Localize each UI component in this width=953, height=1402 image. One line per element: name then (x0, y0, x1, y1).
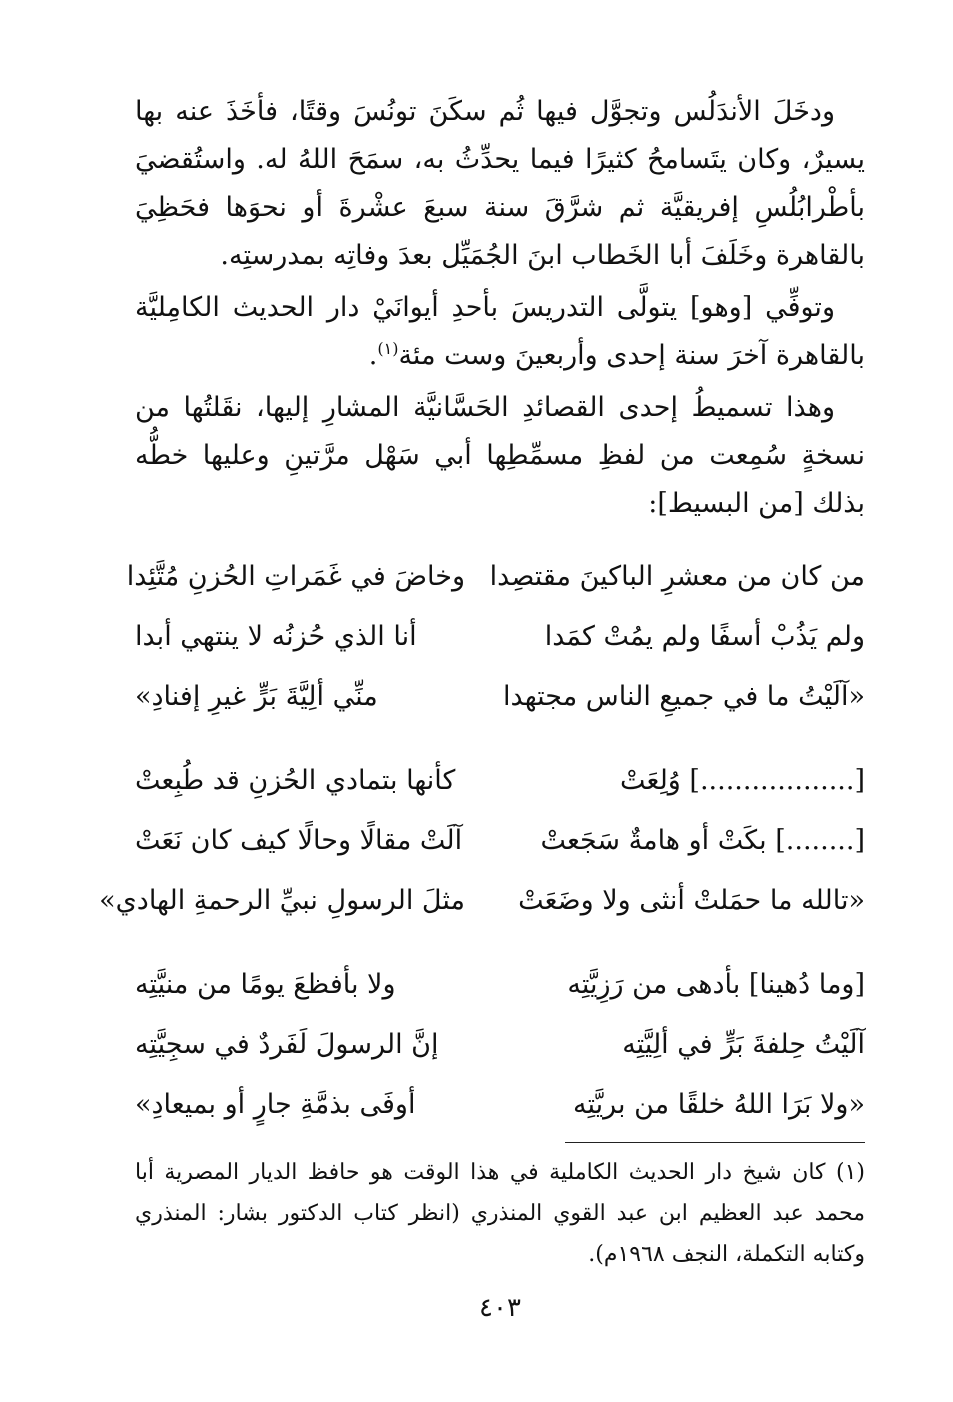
verse-second-hemistich: ولا بأفظعَ يومًا من منيَّتِه (135, 968, 396, 1000)
verse-second-hemistich: وخاضَ في غَمَراتِ الحُزنِ مُتَّئِدا (126, 560, 465, 592)
verse-first-hemistich: من كان من معشرِ الباكينَ مقتصِدا (489, 560, 865, 592)
paragraph-text: وهذا تسميطُ إحدى القصائدِ الحَسَّانيَّة المشارِ إليها، نقَلتُها من نسخةٍ سُمِعت من لفظِ مسمِّطِها أبي سَهْل مرَّتينِ وعليها خطُّه بذلك [من البسيط]: (135, 392, 865, 519)
verse-first-hemistich: ولم يَذُبْ أسفًا ولم يمُتْ كمَدا (544, 620, 865, 652)
verse-first-hemistich: [..................] وُلِعَتْ (620, 764, 865, 796)
poem (99, 546, 865, 1134)
paragraph-end: . (368, 340, 378, 371)
footnote: (١) كان شيخ دار الحديث الكاملية في هذا الوقت هو حافظ الديار المصرية أبا محمد عبد العظيم ابن عبد القوي المنذري (انظر كتاب الدكتور بشار: المنذري وكتابه التكملة، النجف ١٩٦٨م). (135, 1160, 865, 1267)
verse-second-hemistich: مثلَ الرسولِ نبيِّ الرحمةِ الهادي» (99, 884, 465, 916)
poem-verse (135, 1014, 865, 1074)
paragraph-text: ودخَلَ الأندَلُس وتجوَّل فيها ثُم سكَنَ تونُسَ وقتًا، فأخَذَ عنه بها يسيرٌ، وكان يتَسامحُ كثيرًا فيما يحدِّثُ به، سمَحَ اللهُ له. واستُقضيَ بأطْرابُلُسِ إفريقيَّة ثم شرَّقَ سنة سبعَ عشْرةَ أو نحوَها فحَظِيَ بالقاهرة وخَلَفَ أبا الخَطاب ابنَ الجُمَيِّل بعدَ وفاتِه بمدرستِه. (135, 96, 865, 271)
footnote-marker[interactable]: (١) (377, 339, 399, 358)
paragraph (135, 88, 865, 280)
verse-first-hemistich: آلَيْتُ حِلفةَ بَرٍّ في ألِيَّتِه (622, 1028, 865, 1060)
verse-first-hemistich: [........] بكَتْ أو هامةٌ سَجَعتْ (540, 824, 865, 856)
verse-second-hemistich: منِّي ألِيَّةَ بَرٍّ غيرِ إفنادِ» (135, 680, 378, 712)
book-page (99, 88, 865, 1368)
poem-verse (126, 546, 865, 606)
poem-verse (135, 1074, 865, 1134)
poem-verse (135, 666, 865, 726)
poem-verse (135, 606, 865, 666)
verse-first-hemistich: «ولا بَرَا اللهُ خلقًا من بريَّتِه (572, 1088, 865, 1120)
poem-verse (135, 750, 865, 810)
verse-first-hemistich: [وما دُهينا] بأدهى من رَزِيَّتِه (567, 968, 865, 1000)
poem-verse (135, 954, 865, 1014)
paragraph (135, 284, 865, 380)
verse-second-hemistich: إنَّ الرسولَ لَفَردٌ في سجِيَّتِه (135, 1028, 439, 1060)
paragraph (135, 384, 865, 528)
verse-second-hemistich: آلَتْ مقالًا وحالًا كيف كان نَعَتْ (135, 824, 463, 856)
verse-second-hemistich: أنا الذي حُزنُه لا ينتهي أبدا (135, 620, 417, 652)
verse-first-hemistich: «آلَيْتُ ما في جميعِ الناس مجتهدا (503, 680, 865, 712)
verse-second-hemistich: أوفَى بذمَّةِ جارٍ أو بميعادِ» (135, 1088, 416, 1120)
poem-verse (99, 870, 865, 930)
poem-stanza (135, 954, 865, 1134)
poem-stanza (126, 546, 865, 726)
poem-stanza (99, 750, 865, 930)
footnote-divider (565, 1142, 865, 1143)
poem-verse (135, 810, 865, 870)
page-number: ٤٠٣ (479, 1293, 521, 1323)
verse-second-hemistich: كأنها بتمادي الحُزنِ قد طُبِعتْ (135, 764, 456, 796)
paragraph-text: وتوفِّي [وهو] يتولَّى التدريسَ بأحدِ أيوانَيْ دار الحديث الكامِليَّة بالقاهرة آخرَ سنة إحدى وأربعينَ وست مئة (135, 292, 865, 371)
verse-first-hemistich: «تالله ما حمَلتْ أنثى ولا وضَعَتْ (518, 884, 865, 916)
